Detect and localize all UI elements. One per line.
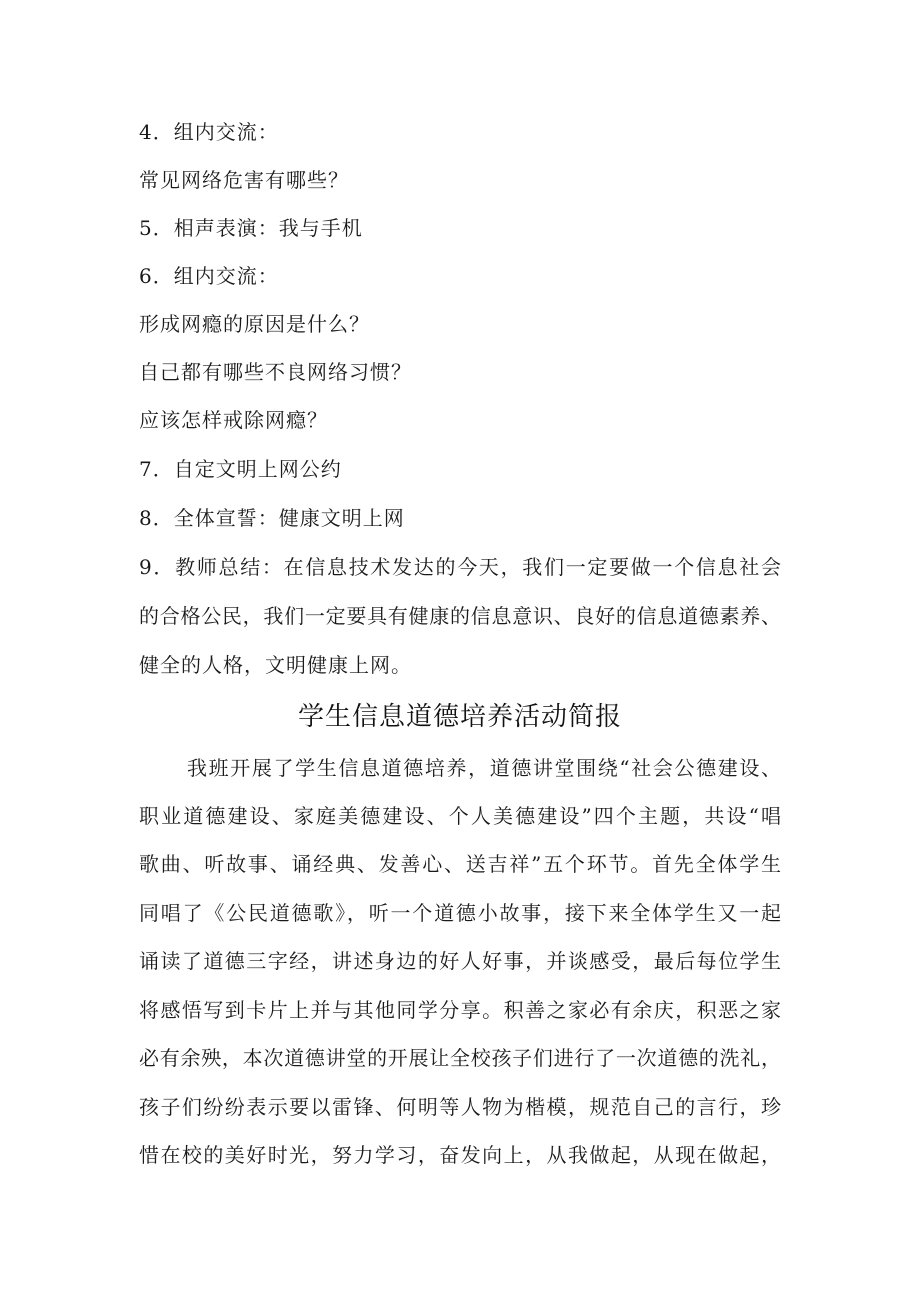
- report-line-9: 惜在校的美好时光，努力学习，奋发向上，从我做起，从现在做起，: [139, 1143, 781, 1167]
- list-item-8: 8．全体宣誓：健康文明上网: [139, 506, 405, 530]
- report-line-5: 诵读了道德三字经，讲述身边的好人好事，并谈感受，最后每位学生: [139, 949, 781, 973]
- report-title: 学生信息道德培养活动简报: [297, 702, 622, 732]
- list-item-7: 7．自定文明上网公约: [139, 457, 342, 481]
- list-item-4-question: 常见网络危害有哪些？: [139, 168, 349, 192]
- report-line-3: 歌曲、听故事、诵经典、发善心、送吉祥”五个环节。首先全体学生: [139, 852, 781, 876]
- list-item-6-question-2: 自己都有哪些不良网络习惯？: [139, 360, 412, 384]
- summary-line-3: 健全的人格，文明健康上网。: [139, 653, 412, 677]
- report-line-6: 将感悟写到卡片上并与其他同学分享。积善之家必有余庆，积恶之家: [139, 998, 781, 1022]
- list-item-6-question-1: 形成网瘾的原因是什么？: [139, 312, 370, 336]
- list-item-4: 4．组内交流：: [139, 120, 279, 144]
- report-line-2: 职业道德建设、家庭美德建设、个人美德建设”四个主题，共设“唱: [139, 804, 781, 828]
- report-line-7: 必有余殃，本次道德讲堂的开展让全校孩子们进行了一次道德的洗礼，: [139, 1046, 781, 1070]
- report-line-1: 我班开展了学生信息道德培养，道德讲堂围绕“社会公德建设、: [187, 756, 781, 780]
- list-item-5: 5．相声表演：我与手机: [139, 216, 363, 240]
- list-item-6-question-3: 应该怎样戒除网瘾？: [139, 408, 328, 432]
- report-line-4: 同唱了《公民道德歌》，听一个道德小故事，接下来全体学生又一起: [139, 901, 781, 925]
- list-item-6: 6．组内交流：: [139, 264, 279, 288]
- summary-line-1: 9．教师总结：在信息技术发达的今天，我们一定要做一个信息社会: [139, 555, 781, 579]
- report-line-8: 孩子们纷纷表示要以雷锋、何明等人物为楷模，规范自己的言行，珍: [139, 1095, 781, 1119]
- summary-line-2: 的合格公民，我们一定要具有健康的信息意识、良好的信息道德素养、: [139, 604, 781, 628]
